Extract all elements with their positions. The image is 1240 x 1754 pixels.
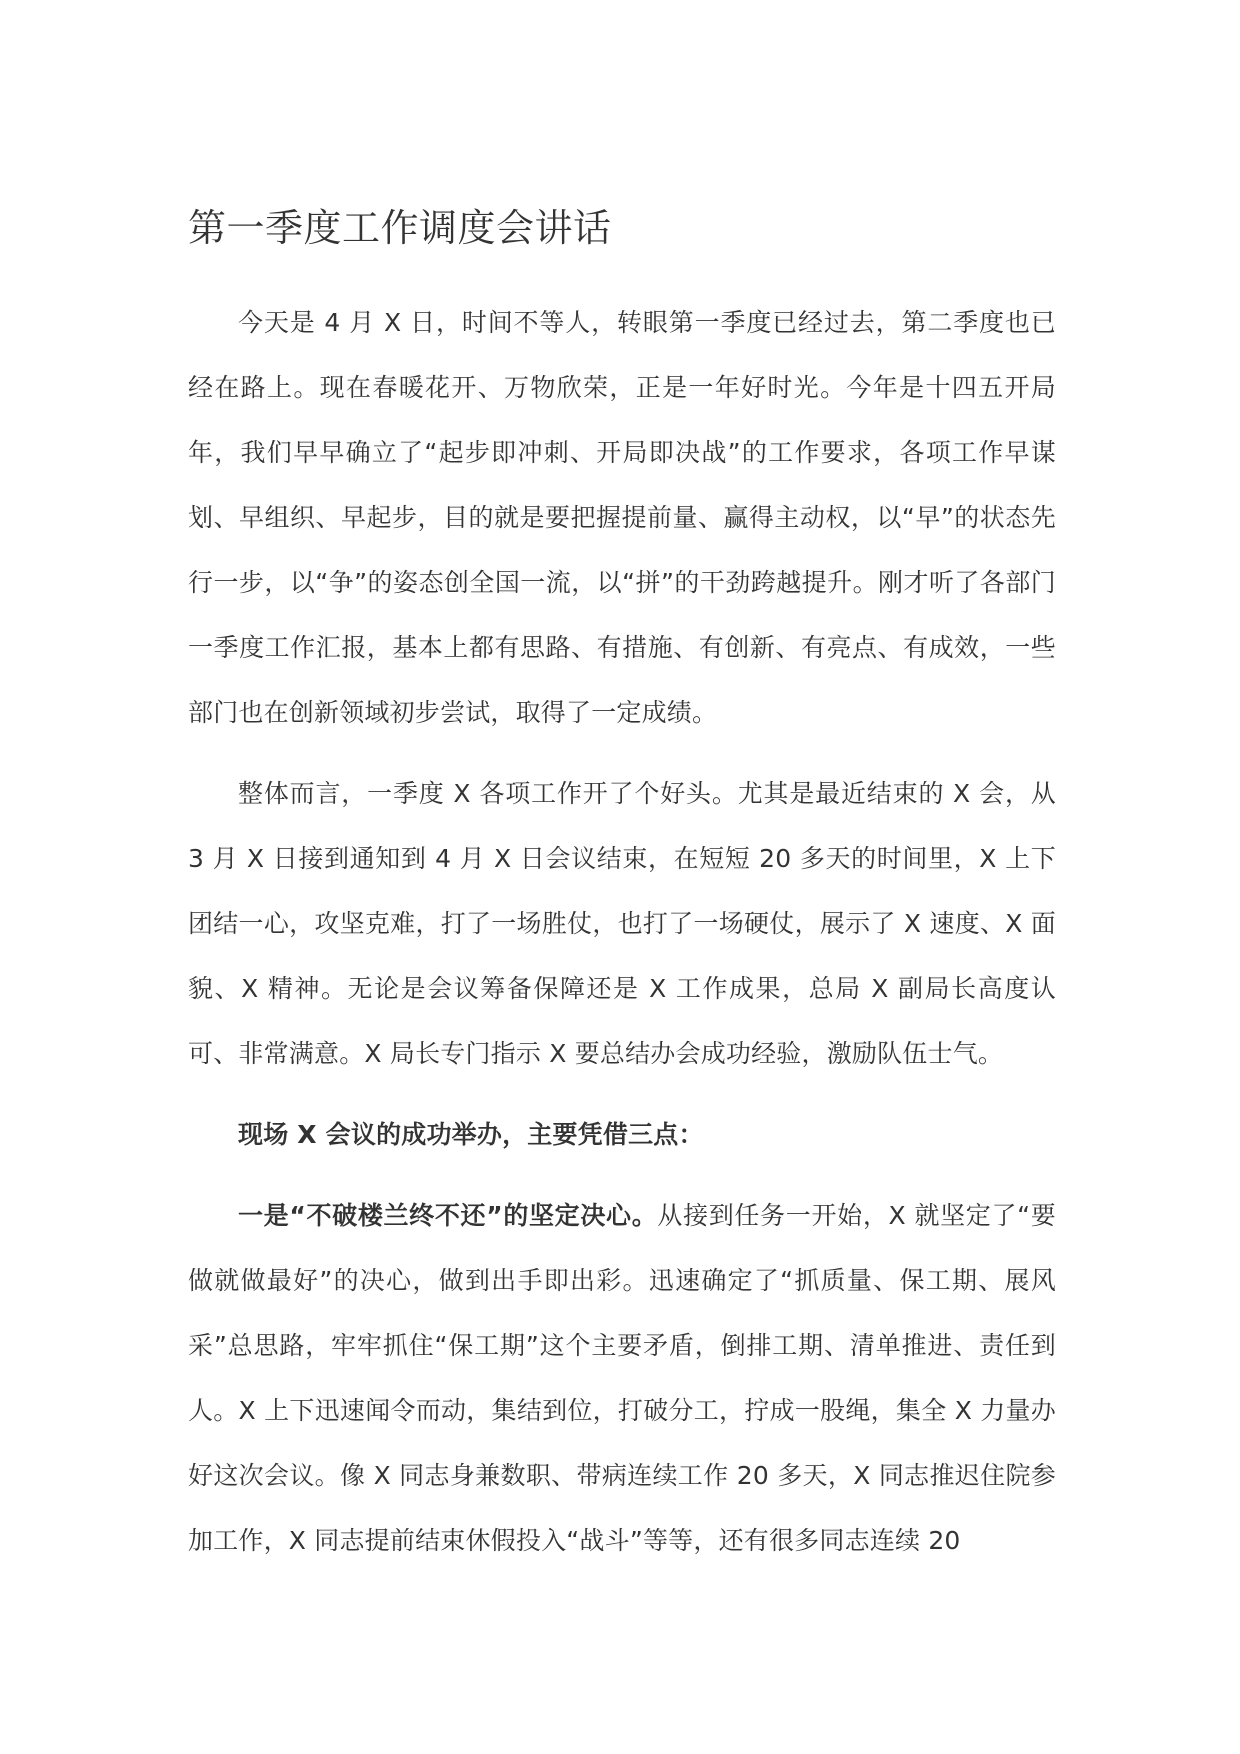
section-heading: 现场 X 会议的成功举办，主要凭借三点： bbox=[238, 1120, 704, 1149]
document-title: 第一季度工作调度会讲话 bbox=[188, 206, 612, 250]
point-one-body: 从接到任务一开始，X 就坚定了“要做就做最好”的决心，做到出手即出彩。迅速确定了“抓质量、保工期、展风采”总思路，牢牢抓住“保工期”这个主要矛盾，倒排工期、清单推进、责任到人。X 上下迅速闻令而动，集结到位，打破分工，拧成一股绳，集全 X 力量办好这次会议。像 X 同志身兼数职、带病连续工作 20 多天，X 同志推迟住院参加工作，X 同志提前结束休假投入“战斗”等等，还有很多同志连续 20 bbox=[188, 1201, 1056, 1555]
document-body bbox=[188, 198, 1056, 1589]
paragraph-opening: 今天是 4 月 X 日，时间不等人，转眼第一季度已经过去，第二季度也已经在路上。现在春暖花开、万物欣荣，正是一年好时光。今年是十四五开局年，我们早早确立了“起步即冲刺、开局即决战”的工作要求，各项工作早谋划、早组织、早起步，目的就是要把握提前量、赢得主动权，以“早”的状态先行一步，以“争”的姿态创全国一流，以“拼”的干劲跨越提升。刚才听了各部门一季度工作汇报，基本上都有思路、有措施、有创新、有亮点、有成效，一些部门也在创新领域初步尝试，取得了一定成绩。 bbox=[188, 308, 1056, 727]
paragraph-point-one bbox=[188, 1183, 1056, 1573]
point-one-lead: 一是“不破楼兰终不还”的坚定决心。 bbox=[238, 1201, 658, 1230]
paragraph-overview: 整体而言，一季度 X 各项工作开了个好头。尤其是最近结束的 X 会，从 3 月 X 日接到通知到 4 月 X 日会议结束，在短短 20 多天的时间里，X 上下团结一心，攻坚克难，打了一场胜仗，也打了一场硬仗，展示了 X 速度、X 面貌、X 精神。无论是会议筹备保障还是 X 工作成果，总局 X 副局长高度认可、非常满意。X 局长专门指示 X 要总结办会成功经验，激励队伍士气。 bbox=[188, 779, 1056, 1068]
